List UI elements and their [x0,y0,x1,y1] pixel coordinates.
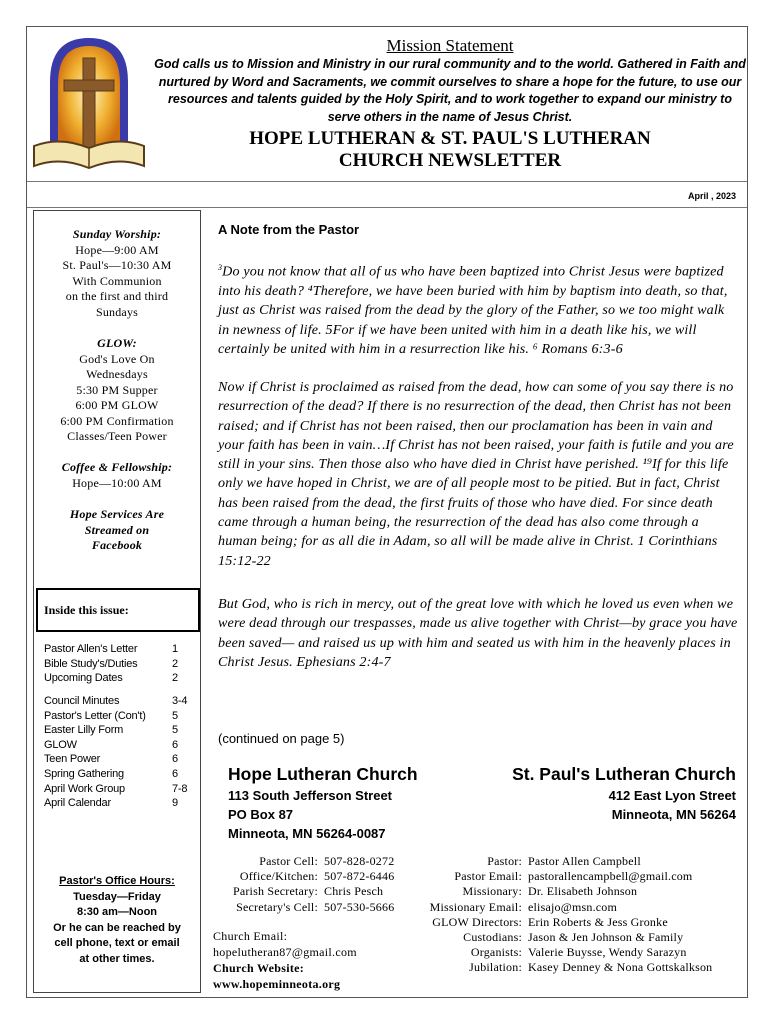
worship-line: St. Paul's—10:30 AM [62,258,172,272]
divider [27,207,747,208]
contact-row [402,900,712,915]
church-website[interactable]: www.hopeminneota.org [213,977,341,991]
contact-label: Organists: [470,945,522,960]
contact-row [210,900,394,915]
toc-row [44,671,194,686]
stpaul-church-name: St. Paul's Lutheran Church [512,764,736,784]
stream-line: Hope Services Are [69,507,165,521]
contact-value: Dr. Elisabeth Johnson [528,884,638,899]
office-hours-line: at other times. [79,952,155,965]
article-paragraph: But God, who is rich in mercy, out of the great love with which he loved us even when we were dead through our trespasses, made us alive together with Christ—by grace you have been saved— and raised us up with him and seated us with him in the heavenly places in Christ Jesus. Ephesians 2:4-7 [218,596,738,670]
toc-row [44,782,194,797]
newsletter-title-line2: CHURCH NEWSLETTER [338,150,562,171]
toc-title: Teen Power [44,753,101,766]
contact-value: Kasey Denney & Nona Gottskalkson [528,960,713,975]
newsletter-title [150,128,750,172]
office-hours-line: Or he can be reached by [53,921,181,934]
stream-info [33,507,201,554]
toc-title: April Work Group [44,782,125,795]
glow-line: Wednesdays [86,367,148,381]
contact-value: Chris Pesch [324,884,384,899]
address-line: 412 East Lyon Street [608,788,736,803]
contact-value: Erin Roberts & Jess Gronke [528,914,668,929]
contact-label: Pastor Cell: [259,854,318,868]
toc-group [44,694,194,811]
glow-heading: GLOW: [97,336,137,350]
office-hours-line: 8:30 am—Noon [76,906,158,919]
toc-page: 7-8 [172,782,188,795]
contact-label: Pastor Email: [454,869,522,884]
toc-row [44,752,194,767]
church-email-label: Church Email: [213,929,288,943]
contact-label: Missionary Email: [429,899,522,914]
toc-row [44,642,194,657]
hope-contacts [210,854,394,915]
toc-page: 1 [172,643,178,655]
article-heading: A Note from the Pastor [218,222,360,237]
issue-date: April , 2023 [687,191,736,201]
contact-row [402,854,712,869]
staff-contacts [402,854,712,976]
contact-label: Custodians: [463,930,522,945]
contact-label: GLOW Directors: [432,914,522,929]
verse-number: 3 [218,263,223,272]
stpaul-church-address [512,762,736,824]
church-email[interactable]: hopelutheran87@gmail.com [213,945,357,959]
article-text: Do you not know that all of us who have been baptized into Christ Jesus were baptized into his death? ⁴Therefore, we have been buried with him by baptism into death, so that, just as Christ was raised from the dead by the glory of the Father, so we too might walk in newness of life. 5For if we have been united with him in a death like his, we will certainly be united with him in a resurrection like his. ⁶ Romans 6:3-6 [218,263,728,357]
contact-row [402,884,712,899]
glow-line: God's Love On [79,351,155,366]
contact-label: Parish Secretary: [232,884,318,899]
contact-row [402,869,712,884]
continued-note: (continued on page 5) [218,731,345,746]
glow-info [33,336,201,445]
glow-line: Classes/Teen Power [67,429,167,443]
worship-line: on the first and third [65,289,169,303]
toc-title: Spring Gathering [44,767,124,780]
contact-label: Pastor: [487,854,522,868]
office-hours [33,874,201,968]
contact-label: Office/Kitchen: [239,869,318,884]
contact-value[interactable]: pastorallencampbell@gmail.com [528,869,693,884]
office-hours-line: cell phone, text or email [54,937,180,950]
toc-title: Easter Lilly Form [44,724,124,737]
stream-line: Streamed on [84,522,150,537]
glow-line: 6:00 PM GLOW [75,398,159,412]
contact-value: Valerie Buysse, Wendy Sarazyn [528,945,687,960]
contact-value: 507-828-0272 [324,854,395,868]
contact-row [402,945,712,960]
address-line: PO Box 87 [228,807,294,822]
church-email-block [213,928,357,992]
toc-title: Pastor Allen's Letter [44,643,138,655]
inside-issue-label: Inside this issue: [44,603,129,617]
mission-text: God calls us to Mission and Ministry in our rural community and to the world. Gathered in Faith and nurtured by Word and Sacraments, we commit ourselves to share a hope for the future, to use our resources and talents guided by the Holy Spirit, and to work together to expand our ministry to serve others in the name of Jesus Christ. [154,57,746,124]
toc-page: 6 [172,767,178,780]
church-cross-logo [30,34,148,174]
newsletter-title-line1: HOPE LUTHERAN & ST. PAUL'S LUTHERAN [249,128,651,149]
contact-row [402,915,712,930]
contact-row [210,884,394,899]
mission-title: Mission Statement [386,36,514,55]
toc-page: 6 [172,753,178,766]
toc-row [44,738,194,753]
toc-title: Upcoming Dates [44,672,123,685]
toc-title: April Calendar [44,797,111,810]
stream-line: Facebook [91,538,143,552]
worship-line: Hope—9:00 AM [75,242,159,257]
toc-page: 5 [172,724,178,737]
toc-page: 6 [172,738,178,751]
toc-row [44,657,194,672]
worship-heading: Sunday Worship: [72,227,162,241]
glow-line: 6:00 PM Confirmation [60,413,174,428]
toc-title: Council Minutes [44,695,120,707]
toc-page: 2 [172,672,178,685]
toc-page: 9 [172,797,178,810]
toc-page: 5 [172,709,178,722]
contact-value: Jason & Jen Johnson & Family [528,930,684,945]
worship-info [33,227,201,320]
glow-line: 5:30 PM Supper [76,382,158,397]
toc-title: Bible Study's/Duties [44,657,138,670]
office-hours-heading: Pastor's Office Hours: [59,875,175,887]
address-line: Minneota, MN 56264 [611,807,736,822]
divider [27,181,747,182]
contact-label: Secretary's Cell: [236,899,318,914]
address-line: Minneota, MN 56264-0087 [228,826,386,841]
toc-row [44,796,194,811]
coffee-line: Hope—10:00 AM [72,475,162,490]
coffee-heading: Coffee & Fellowship: [61,460,173,474]
worship-line: Sundays [95,304,139,319]
contact-row [402,960,712,975]
contact-value: 507-530-5666 [324,899,395,914]
contact-row [402,930,712,945]
hope-church-name: Hope Lutheran Church [228,764,418,784]
worship-line: With Communion [72,273,162,288]
toc-page: 3-4 [172,695,188,707]
article-paragraph: Now if Christ is proclaimed as raised from the dead, how can some of you say there is no resurrection of the dead? If there is no resurrection of the dead, then Christ has not been raised; and if Christ has not been raised, then our proclamation has been in vain and your faith has been in vain…If Christ has not been raised, your faith is futile and you are still in your sins. Then those also who have died in Christ have perished. ¹⁹If for this life only we have hoped in Christ, we are of all people most to be pitied. But in fact, Christ has been raised from the dead, the first fruits of those who have died. For since death came through a human being, the resurrection of the dead has also come through a human being; for as all die in Adam, so all will be made alive in Christ. 1 Corinthians 15:12-22 [218,379,734,569]
toc-row [44,767,194,782]
contact-value: 507-872-6446 [324,869,395,884]
office-hours-line: Tuesday—Friday [73,890,161,903]
article-paragraph [218,258,738,359]
toc-group [44,642,194,686]
toc-row [44,694,194,709]
toc-title: GLOW [44,738,77,751]
church-website-label: Church Website: [213,961,305,975]
contact-label: Jubilation: [469,960,522,975]
contact-row [210,869,394,884]
toc-page: 2 [172,657,178,670]
toc-row [44,709,194,724]
address-line: 113 South Jefferson Street [228,788,392,803]
hope-church-address [228,762,418,843]
contact-row [210,854,394,869]
coffee-info [33,460,201,491]
contact-value: Pastor Allen Campbell [528,854,641,868]
toc-row [44,723,194,738]
contact-label: Missionary: [462,884,522,899]
contact-value[interactable]: elisajo@msn.com [528,899,618,914]
toc-title: Pastor's Letter (Con't) [44,709,146,722]
